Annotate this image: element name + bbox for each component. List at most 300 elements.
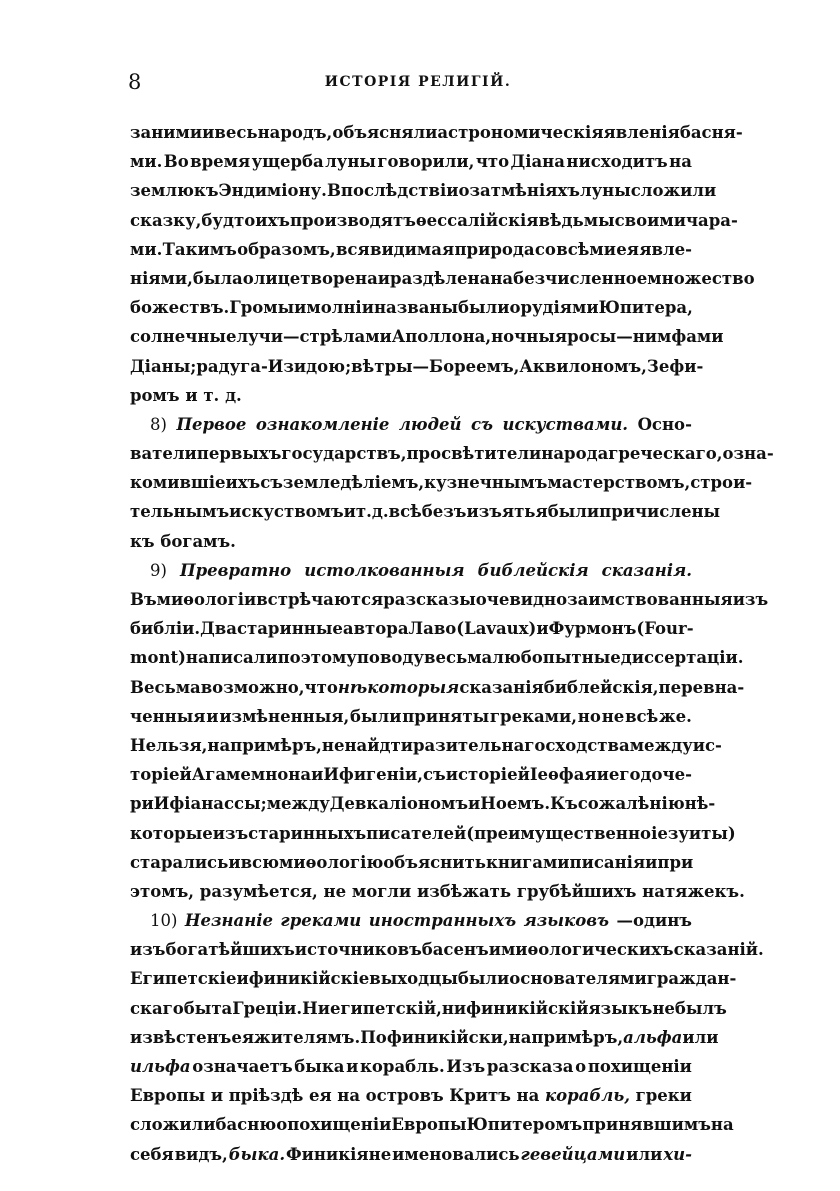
word: т. [355,502,372,522]
word: народа [541,444,609,464]
word: ея [231,1027,255,1047]
word: сказанія. [601,560,692,580]
word: Діана [510,152,565,172]
text-line [130,147,692,176]
word: Европы [391,1115,467,1135]
word: и [468,794,481,814]
word: сказку, [130,210,202,230]
word: ихъ [255,210,290,230]
word: Девкаліономъ [329,794,468,814]
text-line [130,1110,734,1139]
text-line [130,877,745,906]
word: принявшимъ [582,1115,711,1135]
word: Два [200,619,237,639]
word: Такимъ [162,239,237,259]
text-line [130,614,692,643]
word: старались [130,852,229,872]
text-line [130,118,743,147]
word: были [458,298,510,318]
word: могли [351,881,412,901]
word: Во [163,152,189,172]
word: грубѣйшихъ [516,881,637,901]
word: не [601,706,625,726]
word: mont) [130,648,186,668]
word: говорили, [377,152,475,172]
word: похищеніи [287,1115,392,1135]
text-line [130,585,769,614]
word: встрѣчаются [256,590,384,609]
word: жителямъ. [254,1027,361,1047]
word: ис- [692,735,722,755]
word: радуга [196,356,261,376]
word: сходства [545,735,630,755]
word: исторіей [445,765,530,785]
word: басня- [679,123,743,142]
word: между [629,735,693,755]
word: раздѣлена [390,268,491,288]
word: орудіями [509,298,599,318]
text-line [130,1023,719,1052]
word: нѣкоторыя [337,677,460,697]
running-title: ИСТОРІЯ РЕЛИГІЙ. [324,74,512,90]
text-line [130,906,692,935]
word: ніями, [130,268,193,288]
word: ущерба [251,152,324,172]
word: нисходитъ [566,152,668,172]
word: были [457,969,510,989]
word: финикійски, [386,1027,509,1047]
word: олицетворена [242,268,378,288]
word: этому [300,648,357,668]
word: народъ, [257,123,333,142]
word: объясняли [332,123,438,142]
text-line [130,935,764,964]
word: къ [130,531,155,551]
page-number: 8 [128,70,142,94]
word: напримѣръ, [207,735,322,755]
word: Ни [302,998,330,1018]
word: которые [130,823,213,843]
word: 8) [150,414,167,434]
word: съ [470,414,494,434]
word: натяжекъ. [642,881,745,901]
word: и [311,765,324,785]
word: Аполлона, [391,327,492,347]
word: и [645,852,658,872]
word: торіей [130,765,192,785]
word: вѣдьмы [538,210,615,230]
word: означаетъ [192,1057,293,1076]
word: сожалѣнію [577,794,685,814]
word: при [657,852,694,872]
word: похищеніи [587,1057,692,1076]
word: корабль. [360,1057,445,1076]
word: и [536,619,549,639]
word: вѣтры—Бореемъ, [351,356,520,376]
word: т. [203,385,220,405]
word: между [266,794,330,814]
word: басню [215,1115,277,1135]
word: богамъ. [160,531,236,551]
word: со [534,239,556,259]
word: всѣми [556,239,616,259]
word: разительнаго [412,735,546,755]
word: Впослѣдствіи [326,181,459,201]
text-line [130,352,704,381]
word: были [350,706,402,726]
text-line [130,1052,692,1081]
word: измѣненныя, [219,706,350,726]
word: на [337,1086,361,1106]
word: Агамемнона [191,765,312,785]
word: или [626,1144,663,1164]
word: росы [567,327,617,347]
word: и [346,1057,359,1076]
word: По [360,1027,387,1047]
page-header [128,70,708,102]
word: этомъ, [130,881,195,901]
word: Фурмонъ [548,619,637,639]
word: Критъ [449,1086,511,1106]
word: ея [308,1086,332,1106]
word: Незнаніе [184,911,273,931]
word: кузнечнымъ [424,473,548,493]
word: и [596,765,609,785]
word: Аквилономъ, [519,356,647,376]
word: образомъ, [237,239,336,259]
word: ми. [130,152,163,172]
word: Въ [130,590,157,609]
word: иностранныхъ [368,911,517,931]
word: финикійскій [466,998,589,1018]
word: астрономическія [437,123,604,142]
text-line [130,235,692,264]
word: луны [579,181,631,201]
word: озна- [722,444,774,464]
word: диссертаціи. [620,648,744,668]
word: о [458,181,470,201]
word: 9) [150,560,167,580]
word: доче- [640,765,692,785]
word: Ноемъ. [480,794,551,814]
word: писанія [569,852,646,872]
word: Діаны; [130,356,197,376]
word: тельнымъ [130,502,230,522]
word: явле- [639,239,692,259]
word: были [547,502,600,522]
word: Египетскіе [130,969,237,989]
word: искуствами. [502,414,629,434]
word: была [192,268,243,288]
word: всѣ [388,502,422,522]
text-line [130,964,737,993]
word: Первое [176,414,247,434]
word: землю [130,181,194,201]
word: не [321,735,345,755]
word: любопытные [492,648,621,668]
text-line [130,556,692,585]
word: сказанія [459,677,544,697]
text-line [130,497,721,526]
word: на [710,1115,734,1135]
word: перевна- [658,677,745,697]
text-line [130,439,774,468]
word: басенъ [421,940,489,960]
word: Греціи. [232,998,303,1018]
word: и [202,123,215,142]
word: поводу [356,648,424,668]
word: миѳологіи [156,590,257,609]
word: и [185,385,198,405]
word: Юпитеромъ [466,1115,583,1135]
word: Нельзя, [130,735,208,755]
word: безъ [421,502,467,522]
word: миѳологическихъ [500,940,674,960]
word: разсказы [383,590,476,609]
word: весь [214,123,258,142]
word: Зефи- [646,356,704,376]
word: Европы [130,1086,206,1106]
word: написали [185,648,278,668]
word: (Lavaux) [456,619,537,639]
word: старинныхъ [248,823,367,843]
word: Эндиміону. [218,181,327,201]
word: же. [658,706,692,726]
word: островъ [365,1086,444,1106]
text-line [130,731,722,760]
word: пріѣздѣ [228,1086,304,1106]
word: себя [130,1144,174,1164]
word: источниковъ [294,940,422,960]
word: книгами [485,852,570,872]
word: затмѣніяхъ [469,181,580,201]
word: греческаго, [608,444,723,464]
word: финикійскіе [248,969,370,989]
word: или [682,1027,719,1047]
word: греки [635,1086,692,1106]
word: —нимфами [616,327,724,347]
word: всю [240,852,279,872]
word: ночныя [491,327,568,347]
word: корабль, [544,1086,630,1106]
word: на [669,152,692,172]
word: но [577,706,601,726]
word: своими [614,210,686,230]
word: о [575,1057,587,1076]
word: и [210,1086,224,1106]
word: Ифигеніи, [323,765,423,785]
word: библейскія [477,560,589,580]
word: Ифіанассы; [153,794,267,814]
text-line [130,176,717,205]
word: къ [193,181,219,201]
word: за [130,123,152,142]
word: сложили [630,181,717,201]
word: богатѣйшихъ [165,940,295,960]
word: -Изидою; [260,356,352,376]
word: Изъ [446,1057,486,1076]
word: былъ [674,998,727,1018]
word: ѳессалійскія [415,210,539,230]
word: весьма [423,648,493,668]
word: строи- [690,473,753,493]
text-line [130,994,727,1023]
word: ними [151,123,203,142]
word: чара- [685,210,738,230]
word: быка [294,1057,345,1076]
word: ильфа [130,1057,191,1076]
word: напримѣръ, [508,1027,624,1047]
word: всѣ [625,706,659,726]
word: библіи. [130,619,201,639]
word: Весьма [130,677,201,697]
word: и [377,268,391,288]
word: и [294,298,307,318]
word: миѳологію [279,852,384,872]
word: изъ [212,823,249,843]
word: природа [454,239,535,259]
word: д. [225,385,242,405]
word: время [190,152,251,172]
word: ри [130,794,154,814]
word: истолкованныя [304,560,465,580]
word: приняты [402,706,490,726]
word: сказаній. [673,940,764,960]
word: ромъ [130,385,180,405]
word: и [488,940,501,960]
word: ми. [130,239,163,259]
word: хи- [663,1144,692,1164]
word: разсказа [486,1057,574,1076]
word: ознакомленіе [255,414,390,434]
text-line [130,702,692,731]
word: на [490,268,514,288]
word: граждан- [646,969,737,989]
word: языковъ [523,911,610,931]
word: не [323,881,347,901]
word: ея [616,239,639,259]
word: 10) [150,911,178,931]
word: комившіе [130,473,226,493]
word: египетскій, [329,998,442,1018]
word: Къ [550,794,578,814]
word: быка. [228,1144,286,1164]
word: что [304,677,338,697]
word: очевидно [475,590,568,609]
word: вся [335,239,370,259]
word: молніи [306,298,374,318]
text-line [130,760,692,789]
word: первыхъ [196,444,282,464]
word: видъ, [174,1144,228,1164]
word: Лаво [408,619,457,639]
word: именовались [392,1144,520,1164]
text-line [130,206,738,235]
text-line [130,264,755,293]
word: сложили [130,1115,216,1135]
word: божествъ. [130,298,230,318]
text-line [130,381,692,410]
word: по [277,648,301,668]
body-text [130,118,774,1169]
word: ни [441,998,467,1018]
text-line [130,848,692,877]
word: съ [260,473,283,493]
word: Юпитера, [598,298,693,318]
word: искуствомъ [229,502,344,522]
text-line [130,1140,692,1169]
word: мастерствомъ, [547,473,691,493]
word: луны [325,152,376,172]
word: автора [342,619,409,639]
word: гевейцами [520,1144,626,1164]
word: Громы [229,298,295,318]
word: изъ [130,940,166,960]
word: будто [201,210,256,230]
word: причислены [599,502,721,522]
word: разумѣется, [199,881,318,901]
word: множество [647,268,755,288]
word: Іеѳфая [529,765,597,785]
word: изъ [732,590,769,609]
word: ихъ [225,473,261,493]
word: людей [398,414,462,434]
word: и [343,502,356,522]
text-line [130,468,753,497]
word: государствъ, [281,444,407,464]
word: названы [373,298,459,318]
text-line [130,410,692,439]
word: заимствованныя [567,590,733,609]
word: его [608,765,641,785]
word: изъятья [466,502,548,522]
word: возможно, [200,677,305,697]
text-line [130,673,745,702]
word: извѣстенъ [130,1027,232,1047]
word: (Four- [636,619,694,639]
word: (преимущественно [466,823,652,843]
word: писателей [366,823,467,843]
word: ченныя [130,706,206,726]
word: скаго [130,998,184,1018]
word: и [236,969,249,989]
word: д. [371,502,389,522]
word: Осно- [637,414,692,434]
text-line [130,643,744,672]
text-line [130,322,724,351]
word: земледѣліемъ, [282,473,425,493]
word: языкъ [588,998,653,1018]
word: и [228,852,241,872]
word: объяснить [383,852,486,872]
word: на [516,1086,540,1106]
word: нѣ- [684,794,716,814]
word: Превратно [180,560,292,580]
word: съ [423,765,446,785]
word: греками, [489,706,577,726]
text-line [130,527,692,556]
word: безчисленное [513,268,648,288]
word: просвѣтители [406,444,542,464]
word: —одинъ [616,911,692,931]
word: и [206,706,219,726]
word: іезуиты) [651,823,736,843]
word: выходцы [369,969,458,989]
text-line [130,1081,692,1110]
word: солнечные [130,327,237,347]
word: альфа [623,1027,683,1047]
word: быта [183,998,233,1018]
